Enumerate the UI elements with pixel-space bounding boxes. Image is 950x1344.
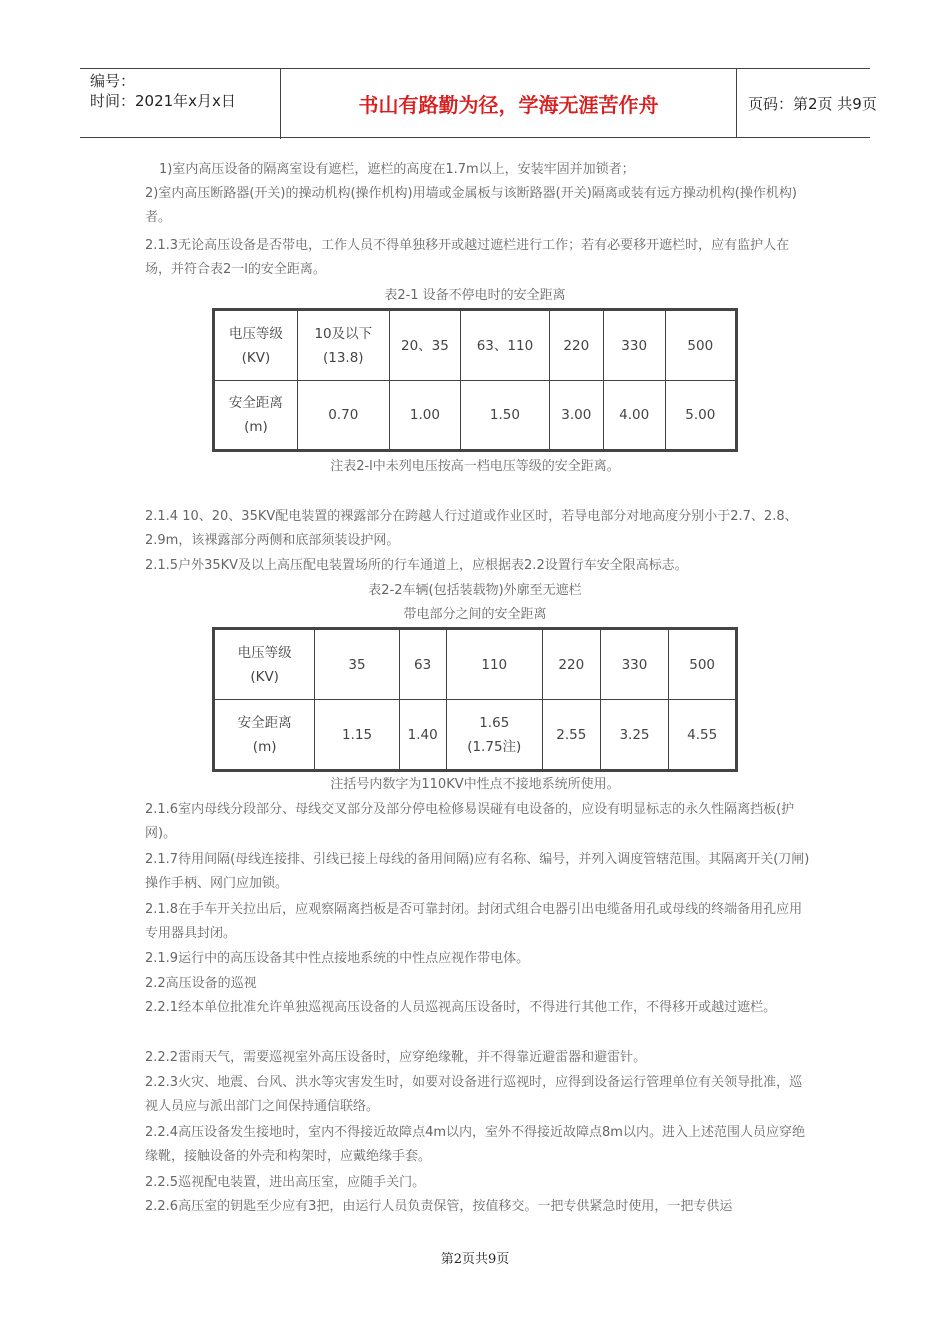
section-heading-2-2: 2.2高压设备的巡视	[145, 976, 257, 991]
table-cell: 1.00	[389, 381, 460, 451]
table-cell: 3.25	[600, 700, 669, 771]
paragraph-15: 2.2.5巡视配电装置，进出高压室，应随手关门。	[145, 1175, 426, 1190]
paragraph-7: 2.1.7待用间隔(母线连接排、引线已接上母线的备用间隔)应有名称、编号，并列入调度管辖范围。其隔离开关(刀闸)操作手柄、网门应加锁。	[145, 852, 810, 891]
header-meta	[80, 69, 281, 139]
table-cell: 330	[600, 629, 669, 700]
header-page-number: 页码：第2页 共9页	[748, 94, 877, 113]
page-header	[80, 68, 877, 138]
table-cell: 电压等级 (KV)	[214, 310, 298, 381]
table-safety-distance-2	[212, 627, 738, 772]
paragraph-9: 2.1.9运行中的高压设备其中性点接地系统的中性点应视作带电体。	[145, 951, 530, 966]
table-row	[214, 381, 737, 451]
table-row	[214, 700, 737, 771]
table-cell: 4.55	[669, 700, 737, 771]
table-row	[214, 310, 737, 381]
paragraph-11: 2.2.1经本单位批准允许单独巡视高压设备的人员巡视高压设备时，不得进行其他工作，不得移开或越过遮栏。	[145, 1000, 777, 1015]
paragraph-text: 1)室内高压设备的隔离室设有遮栏，遮栏的高度在1.7m以上，安装牢固并加锁者；	[159, 162, 635, 177]
table2-caption-line2: 带电部分之间的安全距离	[403, 607, 547, 622]
paragraph-13: 2.2.3火灾、地震、台风、洪水等灾害发生时，如要对设备进行巡视时，应得到设备运行管理单位有关领导批准，巡视人员应与派出部门之间保持通信联络。	[145, 1075, 803, 1114]
paragraph-14: 2.2.4高压设备发生接地时，室内不得接近故障点4m以内，室外不得接近故障点8m以内。进入上述范围人员应穿绝缘靴，接触设备的外壳和构架时，应戴绝缘手套。	[145, 1125, 805, 1164]
table-cell: 500	[669, 629, 737, 700]
table-cell: 1.65 (1.75注)	[446, 700, 542, 771]
header-motto: 书山有路勤为径，学海无涯苦作舟	[281, 69, 737, 137]
paragraph-2: 2)室内高压断路器(开关)的操动机构(操作机构)用墙或金属板与该断路器(开关)隔离或装有远方操动机构(操作机构)者。	[145, 186, 797, 225]
document-date: 时间：2021年x月x日	[90, 92, 236, 110]
table-cell: 4.00	[603, 381, 665, 451]
table-row	[214, 629, 737, 700]
table-cell: 1.40	[399, 700, 446, 771]
table-cell: 安全距离 (m)	[214, 381, 298, 451]
table-cell: 1.50	[461, 381, 550, 451]
table-cell: 63、110	[461, 310, 550, 381]
page-footer: 第2页共9页	[440, 1252, 510, 1267]
table1-caption: 表2-1 设备不停电时的安全距离	[384, 288, 566, 303]
table-cell: 500	[665, 310, 736, 381]
table-cell: 安全距离 (m)	[214, 700, 315, 771]
table-cell: 电压等级 (KV)	[214, 629, 315, 700]
table-cell: 63	[399, 629, 446, 700]
table-cell: 220	[542, 629, 600, 700]
paragraph-16: 2.2.6高压室的钥匙至少应有3把，由运行人员负责保管，按值移交。一把专供紧急时使用，一把专供运	[145, 1199, 733, 1214]
table-cell: 35	[315, 629, 399, 700]
table-cell: 110	[446, 629, 542, 700]
table2-note: 注括号内数字为110KV中性点不接地系统所使用。	[330, 777, 620, 792]
table-cell: 0.70	[297, 381, 389, 451]
table-safety-distance-1	[212, 308, 738, 452]
table-cell: 2.55	[542, 700, 600, 771]
table-cell: 220	[549, 310, 603, 381]
paragraph-4: 2.1.4 10、20、35KV配电装置的裸露部分在跨越人行过道或作业区时，若导电部分对地高度分别小于2.7、2.8、2.9m，该裸露部分两侧和底部须装设护网。	[145, 509, 798, 548]
paragraph-6: 2.1.6室内母线分段部分、母线交叉部分及部分停电检修易误碰有电设备的，应设有明显标志的永久性隔离挡板(护网)。	[145, 802, 795, 841]
table-cell: 3.00	[549, 381, 603, 451]
table1-note: 注表2-l中未列电压按高一档电压等级的安全距离。	[330, 459, 620, 474]
table-cell: 20、35	[389, 310, 460, 381]
paragraph-8: 2.1.8在手车开关拉出后，应观察隔离挡板是否可靠封闭。封闭式组合电器引出电缆备用孔或母线的终端备用孔应用专用器具封闭。	[145, 902, 803, 941]
paragraph-5: 2.1.5户外35KV及以上高压配电装置场所的行车通道上，应根据表2.2设置行车安全限高标志。	[145, 558, 688, 573]
table-cell: 5.00	[665, 381, 736, 451]
table-cell: 330	[603, 310, 665, 381]
paragraph-12: 2.2.2雷雨天气，需要巡视室外高压设备时，应穿绝缘靴，并不得靠近避雷器和避雷针。	[145, 1050, 647, 1065]
paragraph-1	[145, 158, 815, 182]
table2-caption: 表2-2车辆(包括装载物)外廓至无遮栏	[368, 583, 582, 598]
table-cell: 1.15	[315, 700, 399, 771]
table-cell: 10及以下 (13.8)	[297, 310, 389, 381]
document-number-label: 编号：	[90, 72, 136, 90]
paragraph-3: 2.1.3无论高压设备是否带电，工作人员不得单独移开或越过遮栏进行工作；若有必要移开遮栏时，应有监护人在场，并符合表2一l的安全距离。	[145, 238, 790, 277]
